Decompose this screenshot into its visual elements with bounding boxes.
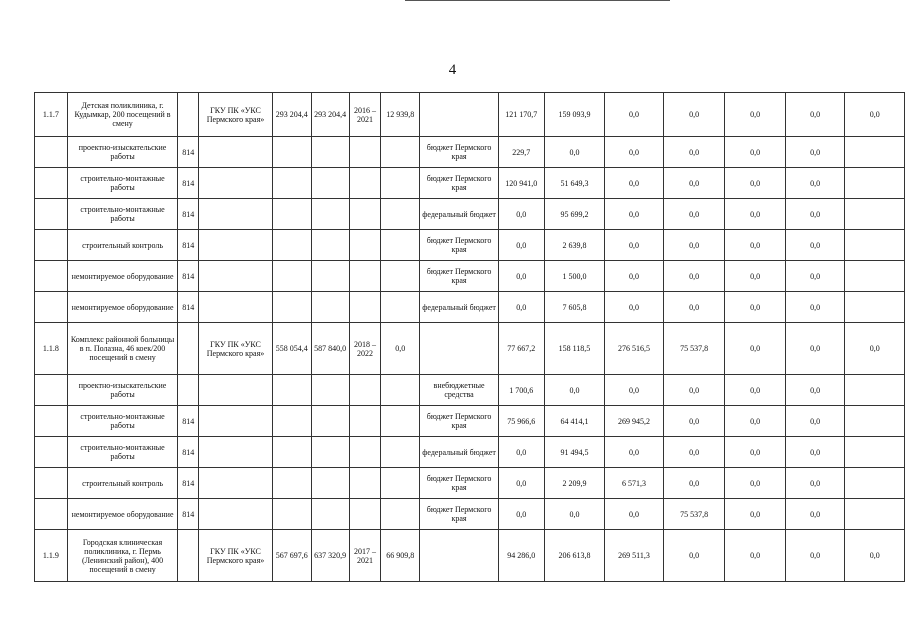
amount-year-5: 0,0 — [725, 437, 785, 468]
object-name: строительно-монтажные работы — [67, 199, 177, 230]
prior-funding — [381, 468, 420, 499]
row-number — [35, 168, 68, 199]
funding-source — [420, 530, 499, 582]
table-row-subitem — [35, 199, 905, 230]
amount-year-7 — [845, 137, 905, 168]
amount-year-1: 94 286,0 — [498, 530, 544, 582]
implementation-period — [349, 199, 381, 230]
amount-year-6: 0,0 — [785, 375, 845, 406]
amount-year-1: 0,0 — [498, 468, 544, 499]
object-name: строительно-монтажные работы — [67, 437, 177, 468]
table-row-object — [35, 323, 905, 375]
estimated-cost — [272, 230, 311, 261]
total-cost: 293 204,4 — [311, 93, 349, 137]
amount-year-7 — [845, 199, 905, 230]
estimated-cost — [272, 292, 311, 323]
budget-table — [34, 92, 905, 582]
amount-year-1: 0,0 — [498, 437, 544, 468]
amount-year-5: 0,0 — [725, 323, 785, 375]
budget-code: 814 — [178, 230, 199, 261]
amount-year-1: 120 941,0 — [498, 168, 544, 199]
amount-year-6: 0,0 — [785, 323, 845, 375]
funding-source: бюджет Пермского края — [420, 261, 499, 292]
amount-year-4: 75 537,8 — [663, 499, 725, 530]
amount-year-4: 0,0 — [663, 530, 725, 582]
implementation-period — [349, 437, 381, 468]
customer: ГКУ ПК «УКС Пермского края» — [199, 93, 273, 137]
row-number — [35, 468, 68, 499]
total-cost — [311, 437, 349, 468]
object-name: Детская поликлиника, г. Кудымкар, 200 посещений в смену — [67, 93, 177, 137]
amount-year-5: 0,0 — [725, 230, 785, 261]
amount-year-6: 0,0 — [785, 230, 845, 261]
estimated-cost — [272, 437, 311, 468]
object-name: немонтируемое оборудование — [67, 261, 177, 292]
prior-funding — [381, 199, 420, 230]
funding-source: внебюджетные средства — [420, 375, 499, 406]
funding-source: бюджет Пермского края — [420, 406, 499, 437]
implementation-period — [349, 137, 381, 168]
amount-year-2: 64 414,1 — [544, 406, 605, 437]
budget-code — [178, 375, 199, 406]
funding-source: федеральный бюджет — [420, 437, 499, 468]
total-cost — [311, 292, 349, 323]
estimated-cost — [272, 499, 311, 530]
amount-year-2: 91 494,5 — [544, 437, 605, 468]
amount-year-3: 0,0 — [605, 230, 664, 261]
row-number — [35, 137, 68, 168]
implementation-period — [349, 230, 381, 261]
funding-source: бюджет Пермского края — [420, 499, 499, 530]
estimated-cost — [272, 199, 311, 230]
customer: ГКУ ПК «УКС Пермского края» — [199, 530, 273, 582]
row-number — [35, 292, 68, 323]
prior-funding: 0,0 — [381, 323, 420, 375]
amount-year-7: 0,0 — [845, 93, 905, 137]
amount-year-5: 0,0 — [725, 261, 785, 292]
amount-year-1: 75 966,6 — [498, 406, 544, 437]
amount-year-5: 0,0 — [725, 499, 785, 530]
amount-year-1: 0,0 — [498, 499, 544, 530]
amount-year-3: 276 516,5 — [605, 323, 664, 375]
implementation-period — [349, 292, 381, 323]
prior-funding — [381, 137, 420, 168]
amount-year-4: 0,0 — [663, 292, 725, 323]
amount-year-3: 0,0 — [605, 437, 664, 468]
row-number — [35, 230, 68, 261]
customer — [199, 230, 273, 261]
amount-year-5: 0,0 — [725, 137, 785, 168]
amount-year-2: 51 649,3 — [544, 168, 605, 199]
budget-code: 814 — [178, 168, 199, 199]
estimated-cost — [272, 137, 311, 168]
amount-year-6: 0,0 — [785, 468, 845, 499]
funding-source: бюджет Пермского края — [420, 168, 499, 199]
estimated-cost: 293 204,4 — [272, 93, 311, 137]
total-cost — [311, 137, 349, 168]
total-cost — [311, 468, 349, 499]
amount-year-4: 0,0 — [663, 230, 725, 261]
total-cost: 587 840,0 — [311, 323, 349, 375]
table-row-subitem — [35, 137, 905, 168]
estimated-cost — [272, 375, 311, 406]
row-number — [35, 375, 68, 406]
customer — [199, 199, 273, 230]
budget-code: 814 — [178, 406, 199, 437]
amount-year-3: 0,0 — [605, 375, 664, 406]
amount-year-6: 0,0 — [785, 499, 845, 530]
budget-code: 814 — [178, 137, 199, 168]
object-name: Комплекс районной больницы в п. Полазна, 46 коек/200 посещений в смену — [67, 323, 177, 375]
amount-year-7 — [845, 230, 905, 261]
object-name: немонтируемое оборудование — [67, 499, 177, 530]
funding-source: федеральный бюджет — [420, 199, 499, 230]
amount-year-5: 0,0 — [725, 375, 785, 406]
prior-funding — [381, 406, 420, 437]
amount-year-3: 0,0 — [605, 261, 664, 292]
amount-year-1: 0,0 — [498, 261, 544, 292]
total-cost: 637 320,9 — [311, 530, 349, 582]
page-number: 4 — [448, 62, 457, 78]
customer — [199, 168, 273, 199]
customer — [199, 437, 273, 468]
amount-year-5: 0,0 — [725, 468, 785, 499]
estimated-cost — [272, 168, 311, 199]
budget-code: 814 — [178, 468, 199, 499]
amount-year-1: 1 700,6 — [498, 375, 544, 406]
funding-source — [420, 93, 499, 137]
amount-year-2: 206 613,8 — [544, 530, 605, 582]
implementation-period — [349, 261, 381, 292]
object-name: строительный контроль — [67, 468, 177, 499]
object-name: Городская клиническая поликлиника, г. Пермь (Ленинский район), 400 посещений в смену — [67, 530, 177, 582]
budget-code — [178, 323, 199, 375]
row-number — [35, 499, 68, 530]
total-cost — [311, 230, 349, 261]
funding-source: бюджет Пермского края — [420, 137, 499, 168]
budget-code: 814 — [178, 292, 199, 323]
total-cost — [311, 261, 349, 292]
row-number — [35, 199, 68, 230]
amount-year-1: 229,7 — [498, 137, 544, 168]
amount-year-5: 0,0 — [725, 406, 785, 437]
budget-code: 814 — [178, 199, 199, 230]
amount-year-7 — [845, 375, 905, 406]
amount-year-4: 0,0 — [663, 406, 725, 437]
amount-year-6: 0,0 — [785, 137, 845, 168]
amount-year-4: 0,0 — [663, 199, 725, 230]
amount-year-3: 0,0 — [605, 499, 664, 530]
amount-year-6: 0,0 — [785, 530, 845, 582]
amount-year-2: 159 093,9 — [544, 93, 605, 137]
row-number — [35, 261, 68, 292]
customer — [199, 468, 273, 499]
amount-year-7 — [845, 261, 905, 292]
amount-year-1: 0,0 — [498, 199, 544, 230]
amount-year-7 — [845, 406, 905, 437]
table-row-subitem — [35, 499, 905, 530]
amount-year-3: 0,0 — [605, 168, 664, 199]
amount-year-2: 7 605,8 — [544, 292, 605, 323]
object-name: проектно-изыскательские работы — [67, 137, 177, 168]
amount-year-4: 0,0 — [663, 168, 725, 199]
table-row-object — [35, 93, 905, 137]
amount-year-6: 0,0 — [785, 292, 845, 323]
amount-year-1: 0,0 — [498, 230, 544, 261]
object-name: строительно-монтажные работы — [67, 406, 177, 437]
row-number — [35, 437, 68, 468]
amount-year-2: 0,0 — [544, 137, 605, 168]
amount-year-6: 0,0 — [785, 168, 845, 199]
budget-code: 814 — [178, 499, 199, 530]
budget-code — [178, 93, 199, 137]
implementation-period: 2017 – 2021 — [349, 530, 381, 582]
row-number: 1.1.9 — [35, 530, 68, 582]
estimated-cost: 567 697,6 — [272, 530, 311, 582]
prior-funding: 66 909,8 — [381, 530, 420, 582]
table-row-subitem — [35, 437, 905, 468]
funding-source — [420, 323, 499, 375]
prior-funding: 12 939,8 — [381, 93, 420, 137]
total-cost — [311, 406, 349, 437]
amount-year-7: 0,0 — [845, 530, 905, 582]
prior-funding — [381, 437, 420, 468]
amount-year-4: 0,0 — [663, 468, 725, 499]
amount-year-5: 0,0 — [725, 292, 785, 323]
total-cost — [311, 199, 349, 230]
estimated-cost: 558 054,4 — [272, 323, 311, 375]
amount-year-4: 0,0 — [663, 137, 725, 168]
implementation-period — [349, 375, 381, 406]
object-name: немонтируемое оборудование — [67, 292, 177, 323]
amount-year-2: 158 118,5 — [544, 323, 605, 375]
amount-year-6: 0,0 — [785, 261, 845, 292]
customer — [199, 406, 273, 437]
amount-year-6: 0,0 — [785, 406, 845, 437]
amount-year-7 — [845, 437, 905, 468]
estimated-cost — [272, 468, 311, 499]
amount-year-4: 75 537,8 — [663, 323, 725, 375]
table-row-subitem — [35, 261, 905, 292]
prior-funding — [381, 261, 420, 292]
prior-funding — [381, 499, 420, 530]
table-row-subitem — [35, 406, 905, 437]
object-name: строительно-монтажные работы — [67, 168, 177, 199]
amount-year-7: 0,0 — [845, 323, 905, 375]
row-number: 1.1.8 — [35, 323, 68, 375]
implementation-period — [349, 168, 381, 199]
prior-funding — [381, 292, 420, 323]
implementation-period — [349, 406, 381, 437]
amount-year-1: 0,0 — [498, 292, 544, 323]
amount-year-3: 269 945,2 — [605, 406, 664, 437]
amount-year-5: 0,0 — [725, 199, 785, 230]
amount-year-7 — [845, 292, 905, 323]
table-row-subitem — [35, 468, 905, 499]
amount-year-4: 0,0 — [663, 437, 725, 468]
table-row-subitem — [35, 168, 905, 199]
implementation-period: 2018 – 2022 — [349, 323, 381, 375]
amount-year-4: 0,0 — [663, 261, 725, 292]
amount-year-1: 121 170,7 — [498, 93, 544, 137]
table-row-subitem — [35, 292, 905, 323]
amount-year-3: 269 511,3 — [605, 530, 664, 582]
amount-year-5: 0,0 — [725, 93, 785, 137]
top-rule — [405, 0, 670, 1]
table-row-subitem — [35, 375, 905, 406]
total-cost — [311, 499, 349, 530]
customer: ГКУ ПК «УКС Пермского края» — [199, 323, 273, 375]
row-number — [35, 406, 68, 437]
amount-year-1: 77 667,2 — [498, 323, 544, 375]
object-name: проектно-изыскательские работы — [67, 375, 177, 406]
amount-year-2: 2 209,9 — [544, 468, 605, 499]
amount-year-2: 95 699,2 — [544, 199, 605, 230]
estimated-cost — [272, 406, 311, 437]
prior-funding — [381, 375, 420, 406]
funding-source: федеральный бюджет — [420, 292, 499, 323]
prior-funding — [381, 168, 420, 199]
amount-year-3: 6 571,3 — [605, 468, 664, 499]
amount-year-3: 0,0 — [605, 93, 664, 137]
amount-year-7 — [845, 168, 905, 199]
prior-funding — [381, 230, 420, 261]
implementation-period — [349, 499, 381, 530]
implementation-period: 2016 – 2021 — [349, 93, 381, 137]
object-name: строительный контроль — [67, 230, 177, 261]
estimated-cost — [272, 261, 311, 292]
customer — [199, 292, 273, 323]
budget-code — [178, 530, 199, 582]
implementation-period — [349, 468, 381, 499]
amount-year-2: 1 500,0 — [544, 261, 605, 292]
amount-year-3: 0,0 — [605, 292, 664, 323]
amount-year-5: 0,0 — [725, 168, 785, 199]
amount-year-4: 0,0 — [663, 93, 725, 137]
amount-year-7 — [845, 499, 905, 530]
amount-year-2: 2 639,8 — [544, 230, 605, 261]
total-cost — [311, 168, 349, 199]
customer — [199, 137, 273, 168]
customer — [199, 261, 273, 292]
amount-year-3: 0,0 — [605, 199, 664, 230]
amount-year-6: 0,0 — [785, 199, 845, 230]
amount-year-7 — [845, 468, 905, 499]
table-row-subitem — [35, 230, 905, 261]
funding-source: бюджет Пермского края — [420, 230, 499, 261]
amount-year-6: 0,0 — [785, 93, 845, 137]
customer — [199, 499, 273, 530]
funding-source: бюджет Пермского края — [420, 468, 499, 499]
budget-code: 814 — [178, 437, 199, 468]
table-row-object — [35, 530, 905, 582]
total-cost — [311, 375, 349, 406]
budget-code: 814 — [178, 261, 199, 292]
amount-year-3: 0,0 — [605, 137, 664, 168]
customer — [199, 375, 273, 406]
row-number: 1.1.7 — [35, 93, 68, 137]
amount-year-2: 0,0 — [544, 499, 605, 530]
amount-year-5: 0,0 — [725, 530, 785, 582]
amount-year-4: 0,0 — [663, 375, 725, 406]
amount-year-6: 0,0 — [785, 437, 845, 468]
amount-year-2: 0,0 — [544, 375, 605, 406]
